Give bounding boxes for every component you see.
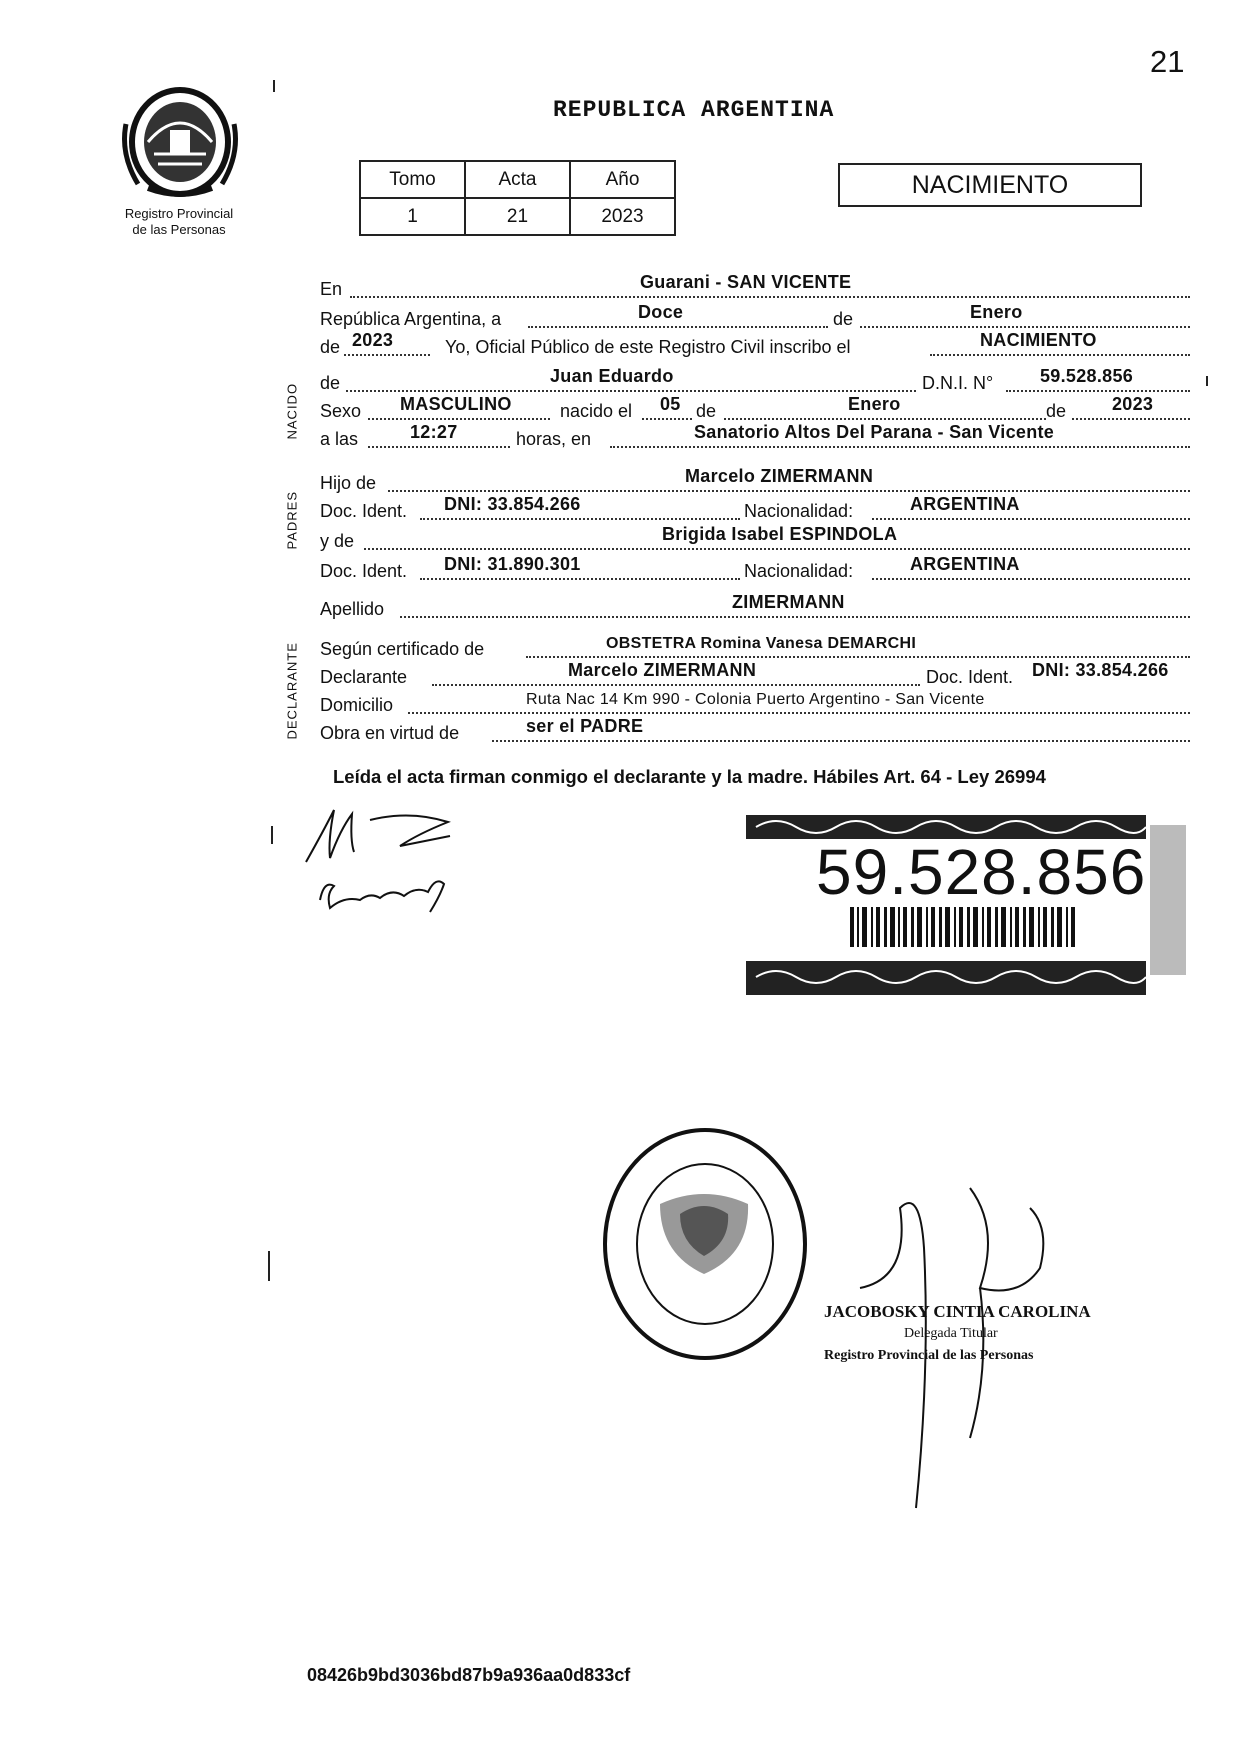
logo-caption (96, 206, 262, 238)
dotted-rule (346, 390, 916, 392)
seal-outer-text (633, 1344, 824, 1354)
line-segun (320, 632, 1190, 660)
line-hora (320, 422, 1190, 450)
dotted-rule (642, 418, 692, 420)
label-sexo: Sexo (320, 401, 362, 421)
line-padre-doc (320, 494, 1190, 522)
value-madre: Brigida Isabel ESPINDOLA (662, 524, 898, 544)
dotted-rule (400, 616, 1190, 618)
label-de-1: de (833, 309, 854, 329)
label-obra: Obra en virtud de (320, 723, 460, 743)
dotted-rule (528, 326, 828, 328)
line-inscribo (320, 330, 1190, 358)
label-declarante: Declarante (320, 667, 408, 687)
value-obra: ser el PADRE (526, 716, 644, 736)
scan-mark (268, 1251, 270, 1281)
scan-mark (271, 826, 273, 844)
dotted-rule (420, 578, 740, 580)
official-signature-block (824, 1301, 1091, 1367)
dotted-rule (872, 578, 1190, 580)
page-title: REPUBLICA ARGENTINA (553, 97, 835, 123)
registry-header-tomo: Tomo (360, 161, 465, 198)
value-padre: Marcelo ZIMERMANN (685, 466, 874, 486)
dotted-rule (872, 518, 1190, 520)
label-de-5: de (1046, 401, 1067, 421)
value-declarante-doc: DNI: 33.854.266 (1032, 660, 1169, 680)
value-madre-doc: DNI: 31.890.301 (444, 554, 581, 574)
value-dia: Doce (638, 302, 684, 322)
dotted-rule (364, 548, 1190, 550)
logo-caption-line2: de las Personas (132, 222, 226, 237)
line-madre (320, 524, 1190, 552)
scan-mark (1206, 376, 1208, 386)
label-y-de: y de (320, 531, 355, 551)
label-doc-ident-3: Doc. Ident. (926, 667, 1014, 687)
value-nombre: Juan Eduardo (550, 366, 674, 386)
value-anio: 2023 (352, 330, 394, 350)
label-nacionalidad: Nacionalidad: (744, 501, 854, 521)
line-declarante (320, 660, 1190, 688)
label-oficial: Yo, Oficial Público de este Registro Civil inscribo el (445, 337, 851, 357)
registry-value-tomo: 1 (360, 198, 465, 235)
label-de-2: de (320, 337, 341, 357)
line-padre (320, 466, 1190, 494)
value-declarante: Marcelo ZIMERMANN (568, 660, 757, 680)
label-nacionalidad-2: Nacionalidad: (744, 561, 854, 581)
page-number: 21 (1150, 44, 1185, 79)
value-nac-mes: Enero (848, 394, 901, 414)
value-dni: 59.528.856 (1040, 366, 1134, 386)
declarant-signatures-image (300, 800, 480, 930)
record-type-box: NACIMIENTO (838, 163, 1142, 207)
side-label-declarante: DECLARANTE (284, 642, 300, 740)
line-domicilio (320, 688, 1190, 716)
value-nac-dia: 05 (660, 394, 681, 414)
value-nac-anio: 2023 (1112, 394, 1154, 414)
side-label-padres: PADRES (284, 491, 300, 550)
label-republica: República Argentina, a (320, 309, 502, 329)
label-en: En (320, 279, 343, 299)
value-segun: OBSTETRA Romina Vanesa DEMARCHI (606, 635, 917, 652)
value-lugar: Sanatorio Altos Del Parana - San Vicente (694, 422, 1055, 442)
label-nacido-el: nacido el (560, 401, 633, 421)
dotted-rule (350, 296, 1190, 298)
label-dni: D.N.I. N° (922, 373, 994, 393)
line-en (320, 272, 1190, 300)
registry-value-anio: 2023 (570, 198, 675, 235)
official-name: JACOBOSKY CINTIA CAROLINA (824, 1302, 1091, 1321)
official-registry-seal-stamp (600, 1124, 810, 1364)
provincial-coat-of-arms-logo (118, 84, 242, 200)
dotted-rule (492, 740, 1190, 742)
label-doc-ident: Doc. Ident. (320, 501, 408, 521)
logo-caption-line1: Registro Provincial (124, 206, 234, 221)
dotted-rule (420, 518, 740, 520)
dotted-rule (432, 684, 920, 686)
value-madre-nac: ARGENTINA (910, 554, 1020, 574)
scan-mark (273, 80, 275, 92)
line-fecha (320, 302, 1190, 330)
value-padre-nac: ARGENTINA (910, 494, 1020, 514)
dotted-rule (526, 656, 1190, 658)
registry-table (359, 160, 676, 236)
official-role: Delegada Titular (904, 1326, 998, 1341)
dotted-rule (1072, 418, 1190, 420)
official-office: Registro Provincial de las Personas (824, 1348, 1034, 1363)
registry-value-acta: 21 (465, 198, 570, 235)
label-apellido: Apellido (320, 599, 385, 619)
label-doc-ident-2: Doc. Ident. (320, 561, 408, 581)
value-hora: 12:27 (410, 422, 458, 442)
dotted-rule (610, 446, 1190, 448)
line-madre-doc (320, 554, 1190, 582)
line-obra (320, 716, 1190, 744)
dni-stamp-number: 59.528.856 (816, 836, 1147, 908)
label-hijo-de: Hijo de (320, 473, 377, 493)
side-label-nacido: NACIDO (284, 382, 300, 440)
value-inscribo: NACIMIENTO (980, 330, 1097, 350)
label-de-4: de (696, 401, 717, 421)
value-en: Guarani - SAN VICENTE (640, 272, 852, 292)
dotted-rule (368, 446, 510, 448)
registry-header-anio: Año (570, 161, 675, 198)
dotted-rule (408, 712, 1190, 714)
dotted-rule (1006, 390, 1190, 392)
dotted-rule (388, 490, 1190, 492)
registry-header-acta: Acta (465, 161, 570, 198)
closing-statement: Leída el acta firman conmigo el declarante y la madre. Hábiles Art. 64 - Ley 26994 (333, 766, 1046, 787)
dotted-rule (724, 418, 1046, 420)
line-apellido (320, 592, 1190, 620)
document-hash-code: 08426b9bd3036bd87b9a936aa0d833cf (307, 1665, 631, 1685)
label-domicilio: Domicilio (320, 695, 394, 715)
dotted-rule (930, 354, 1190, 356)
label-horas-en: horas, en (516, 429, 592, 449)
dotted-rule (344, 354, 430, 356)
label-a-las: a las (320, 429, 359, 449)
dotted-rule (860, 326, 1190, 328)
value-apellido: ZIMERMANN (732, 592, 845, 612)
label-de-3: de (320, 373, 341, 393)
line-sexo (320, 394, 1190, 422)
value-sexo: MASCULINO (400, 394, 512, 414)
line-nombre (320, 366, 1190, 394)
value-padre-doc: DNI: 33.854.266 (444, 494, 581, 514)
value-mes: Enero (970, 302, 1023, 322)
value-domicilio: Ruta Nac 14 Km 990 - Colonia Puerto Argentino - San Vicente (526, 691, 985, 708)
dotted-rule (368, 418, 550, 420)
label-segun: Según certificado de (320, 639, 485, 659)
dni-label-sticker (746, 815, 1186, 995)
